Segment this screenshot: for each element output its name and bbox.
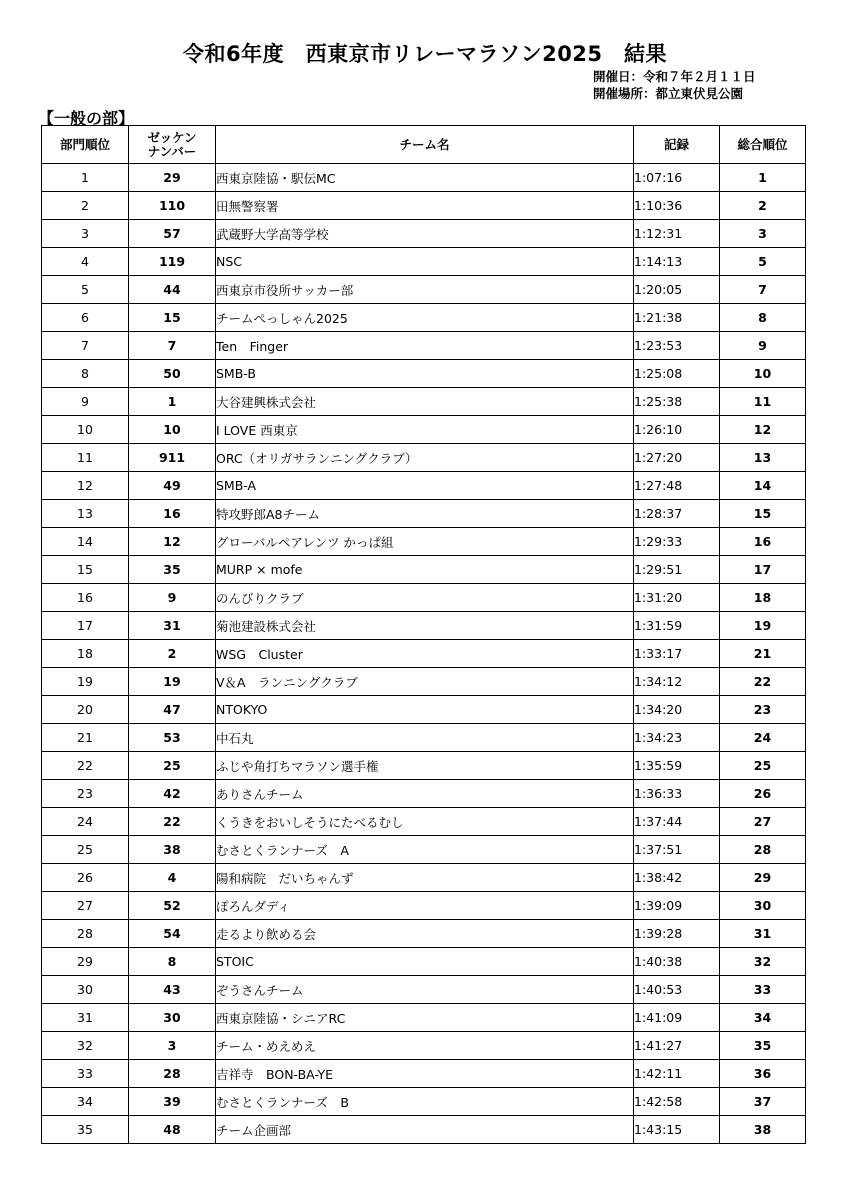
time-cell: 1:27:48 [634, 472, 720, 500]
bib-cell: 50 [129, 360, 216, 388]
table-row [42, 1088, 806, 1116]
overall-rank-cell: 3 [720, 220, 806, 248]
bib-cell: 53 [129, 724, 216, 752]
column-header-bib-line2: ナンバー [147, 143, 197, 159]
team-name-cell: 走るより飲める会 [216, 920, 634, 948]
overall-rank-cell: 14 [720, 472, 806, 500]
bib-cell: 44 [129, 276, 216, 304]
overall-rank-cell: 33 [720, 976, 806, 1004]
column-header-time: 記録 [634, 126, 720, 164]
rank-cell: 1 [42, 164, 129, 192]
column-header-bib-line1: ゼッケン [147, 129, 197, 145]
time-cell: 1:38:42 [634, 864, 720, 892]
time-cell: 1:40:53 [634, 976, 720, 1004]
overall-rank-cell: 19 [720, 612, 806, 640]
bib-cell: 57 [129, 220, 216, 248]
rank-cell: 10 [42, 416, 129, 444]
table-row [42, 836, 806, 864]
rank-cell: 29 [42, 948, 129, 976]
overall-rank-cell: 28 [720, 836, 806, 864]
team-name-cell: グローバルペアレンツ かっぱ組 [216, 528, 634, 556]
overall-rank-cell: 38 [720, 1116, 806, 1144]
table-row [42, 864, 806, 892]
rank-cell: 15 [42, 556, 129, 584]
table-row [42, 696, 806, 724]
overall-rank-cell: 36 [720, 1060, 806, 1088]
rank-cell: 25 [42, 836, 129, 864]
bib-cell: 48 [129, 1116, 216, 1144]
time-cell: 1:25:38 [634, 388, 720, 416]
table-row [42, 976, 806, 1004]
table-row [42, 304, 806, 332]
overall-rank-cell: 7 [720, 276, 806, 304]
rank-cell: 11 [42, 444, 129, 472]
section-heading: 【一般の部】 [38, 109, 135, 128]
rank-cell: 31 [42, 1004, 129, 1032]
rank-cell: 34 [42, 1088, 129, 1116]
team-name-cell: MURP × mofe [216, 556, 634, 584]
overall-rank-cell: 26 [720, 780, 806, 808]
overall-rank-cell: 22 [720, 668, 806, 696]
time-cell: 1:34:23 [634, 724, 720, 752]
overall-rank-cell: 8 [720, 304, 806, 332]
table-row [42, 808, 806, 836]
rank-cell: 33 [42, 1060, 129, 1088]
table-row [42, 276, 806, 304]
rank-cell: 5 [42, 276, 129, 304]
time-cell: 1:23:53 [634, 332, 720, 360]
rank-cell: 16 [42, 584, 129, 612]
table-row [42, 360, 806, 388]
time-cell: 1:41:09 [634, 1004, 720, 1032]
time-cell: 1:25:08 [634, 360, 720, 388]
rank-cell: 13 [42, 500, 129, 528]
time-cell: 1:34:20 [634, 696, 720, 724]
team-name-cell: むさとくランナーズ B [216, 1088, 634, 1116]
team-name-cell: NTOKYO [216, 696, 634, 724]
table-row [42, 164, 806, 192]
time-cell: 1:42:11 [634, 1060, 720, 1088]
time-cell: 1:43:15 [634, 1116, 720, 1144]
overall-rank-cell: 27 [720, 808, 806, 836]
team-name-cell: 西東京陸協・シニアRC [216, 1004, 634, 1032]
table-row [42, 948, 806, 976]
time-cell: 1:41:27 [634, 1032, 720, 1060]
bib-cell: 47 [129, 696, 216, 724]
table-row [42, 1060, 806, 1088]
overall-rank-cell: 16 [720, 528, 806, 556]
column-header-overall: 総合順位 [720, 126, 806, 164]
rank-cell: 20 [42, 696, 129, 724]
time-cell: 1:29:51 [634, 556, 720, 584]
team-name-cell: I LOVE 西東京 [216, 416, 634, 444]
event-info [593, 68, 756, 102]
overall-rank-cell: 24 [720, 724, 806, 752]
rank-cell: 35 [42, 1116, 129, 1144]
table-row [42, 1032, 806, 1060]
time-cell: 1:27:20 [634, 444, 720, 472]
event-date: 開催日：令和７年２月１１日 [593, 69, 756, 84]
bib-cell: 12 [129, 528, 216, 556]
bib-cell: 22 [129, 808, 216, 836]
team-name-cell: SMB-B [216, 360, 634, 388]
team-name-cell: ぽろんダディ [216, 892, 634, 920]
rank-cell: 18 [42, 640, 129, 668]
table-row [42, 500, 806, 528]
table-row [42, 472, 806, 500]
bib-cell: 16 [129, 500, 216, 528]
overall-rank-cell: 12 [720, 416, 806, 444]
event-venue: 開催場所：都立東伏見公園 [593, 86, 744, 101]
overall-rank-cell: 10 [720, 360, 806, 388]
overall-rank-cell: 18 [720, 584, 806, 612]
team-name-cell: ぞうさんチーム [216, 976, 634, 1004]
overall-rank-cell: 31 [720, 920, 806, 948]
table-row [42, 388, 806, 416]
team-name-cell: 中石丸 [216, 724, 634, 752]
team-name-cell: チーム企画部 [216, 1116, 634, 1144]
bib-cell: 2 [129, 640, 216, 668]
table-header-row [42, 126, 806, 164]
team-name-cell: チーム・めえめえ [216, 1032, 634, 1060]
overall-rank-cell: 29 [720, 864, 806, 892]
table-row [42, 248, 806, 276]
table-row [42, 724, 806, 752]
bib-cell: 110 [129, 192, 216, 220]
bib-cell: 1 [129, 388, 216, 416]
table-row [42, 640, 806, 668]
table-row [42, 668, 806, 696]
bib-cell: 25 [129, 752, 216, 780]
overall-rank-cell: 13 [720, 444, 806, 472]
rank-cell: 21 [42, 724, 129, 752]
team-name-cell: チームぺっしゃん2025 [216, 304, 634, 332]
bib-cell: 28 [129, 1060, 216, 1088]
team-name-cell: 武蔵野大学高等学校 [216, 220, 634, 248]
bib-cell: 8 [129, 948, 216, 976]
team-name-cell: 陽和病院 だいちゃんず [216, 864, 634, 892]
bib-cell: 4 [129, 864, 216, 892]
time-cell: 1:42:58 [634, 1088, 720, 1116]
rank-cell: 17 [42, 612, 129, 640]
column-header-rank: 部門順位 [42, 126, 129, 164]
table-row [42, 584, 806, 612]
page-title: 令和6年度 西東京市リレーマラソン2025 結果 [182, 42, 668, 66]
bib-cell: 3 [129, 1032, 216, 1060]
bib-cell: 49 [129, 472, 216, 500]
overall-rank-cell: 34 [720, 1004, 806, 1032]
rank-cell: 24 [42, 808, 129, 836]
team-name-cell: NSC [216, 248, 634, 276]
time-cell: 1:29:33 [634, 528, 720, 556]
bib-cell: 35 [129, 556, 216, 584]
results-table [41, 125, 806, 1144]
table-row [42, 416, 806, 444]
overall-rank-cell: 32 [720, 948, 806, 976]
bib-cell: 30 [129, 1004, 216, 1032]
bib-cell: 52 [129, 892, 216, 920]
rank-cell: 14 [42, 528, 129, 556]
bib-cell: 119 [129, 248, 216, 276]
table-row [42, 780, 806, 808]
overall-rank-cell: 35 [720, 1032, 806, 1060]
time-cell: 1:14:13 [634, 248, 720, 276]
overall-rank-cell: 5 [720, 248, 806, 276]
team-name-cell: 大谷建興株式会社 [216, 388, 634, 416]
bib-cell: 42 [129, 780, 216, 808]
time-cell: 1:10:36 [634, 192, 720, 220]
overall-rank-cell: 37 [720, 1088, 806, 1116]
team-name-cell: 菊池建設株式会社 [216, 612, 634, 640]
bib-cell: 54 [129, 920, 216, 948]
overall-rank-cell: 21 [720, 640, 806, 668]
overall-rank-cell: 1 [720, 164, 806, 192]
team-name-cell: WSG Cluster [216, 640, 634, 668]
bib-cell: 31 [129, 612, 216, 640]
team-name-cell: くうきをおいしそうにたべるむし [216, 808, 634, 836]
time-cell: 1:12:31 [634, 220, 720, 248]
team-name-cell: のんびりクラブ [216, 584, 634, 612]
overall-rank-cell: 17 [720, 556, 806, 584]
team-name-cell: STOIC [216, 948, 634, 976]
bib-cell: 9 [129, 584, 216, 612]
bib-cell: 29 [129, 164, 216, 192]
overall-rank-cell: 23 [720, 696, 806, 724]
time-cell: 1:21:38 [634, 304, 720, 332]
rank-cell: 3 [42, 220, 129, 248]
team-name-cell: ありさんチーム [216, 780, 634, 808]
results-body [42, 164, 806, 1144]
table-row [42, 612, 806, 640]
team-name-cell: Ten Finger [216, 332, 634, 360]
overall-rank-cell: 11 [720, 388, 806, 416]
team-name-cell: ORC（オリガサランニングクラブ） [216, 444, 634, 472]
column-header-team: チーム名 [216, 126, 634, 164]
time-cell: 1:34:12 [634, 668, 720, 696]
rank-cell: 32 [42, 1032, 129, 1060]
bib-cell: 10 [129, 416, 216, 444]
team-name-cell: 特攻野郎A8チーム [216, 500, 634, 528]
time-cell: 1:07:16 [634, 164, 720, 192]
team-name-cell: SMB-A [216, 472, 634, 500]
overall-rank-cell: 9 [720, 332, 806, 360]
time-cell: 1:39:28 [634, 920, 720, 948]
time-cell: 1:31:20 [634, 584, 720, 612]
rank-cell: 2 [42, 192, 129, 220]
rank-cell: 23 [42, 780, 129, 808]
team-name-cell: 田無警察署 [216, 192, 634, 220]
rank-cell: 4 [42, 248, 129, 276]
table-row [42, 556, 806, 584]
table-row [42, 1116, 806, 1144]
rank-cell: 26 [42, 864, 129, 892]
table-row [42, 192, 806, 220]
overall-rank-cell: 15 [720, 500, 806, 528]
bib-cell: 19 [129, 668, 216, 696]
bib-cell: 7 [129, 332, 216, 360]
bib-cell: 38 [129, 836, 216, 864]
time-cell: 1:20:05 [634, 276, 720, 304]
rank-cell: 27 [42, 892, 129, 920]
time-cell: 1:33:17 [634, 640, 720, 668]
team-name-cell: ふじや角打ちマラソン選手権 [216, 752, 634, 780]
rank-cell: 6 [42, 304, 129, 332]
bib-cell: 15 [129, 304, 216, 332]
team-name-cell: 西東京市役所サッカー部 [216, 276, 634, 304]
team-name-cell: 西東京陸協・駅伝MC [216, 164, 634, 192]
rank-cell: 19 [42, 668, 129, 696]
table-row [42, 920, 806, 948]
table-row [42, 752, 806, 780]
table-row [42, 528, 806, 556]
overall-rank-cell: 25 [720, 752, 806, 780]
time-cell: 1:37:51 [634, 836, 720, 864]
rank-cell: 30 [42, 976, 129, 1004]
time-cell: 1:26:10 [634, 416, 720, 444]
table-row [42, 332, 806, 360]
time-cell: 1:31:59 [634, 612, 720, 640]
time-cell: 1:35:59 [634, 752, 720, 780]
time-cell: 1:28:37 [634, 500, 720, 528]
bib-cell: 911 [129, 444, 216, 472]
time-cell: 1:39:09 [634, 892, 720, 920]
rank-cell: 7 [42, 332, 129, 360]
column-header-bib [129, 126, 216, 164]
time-cell: 1:37:44 [634, 808, 720, 836]
bib-cell: 43 [129, 976, 216, 1004]
time-cell: 1:40:38 [634, 948, 720, 976]
table-row [42, 220, 806, 248]
table-row [42, 892, 806, 920]
overall-rank-cell: 30 [720, 892, 806, 920]
rank-cell: 28 [42, 920, 129, 948]
rank-cell: 12 [42, 472, 129, 500]
table-row [42, 444, 806, 472]
overall-rank-cell: 2 [720, 192, 806, 220]
rank-cell: 8 [42, 360, 129, 388]
table-row [42, 1004, 806, 1032]
team-name-cell: むさとくランナーズ A [216, 836, 634, 864]
team-name-cell: 吉祥寺 BON-BA-YE [216, 1060, 634, 1088]
time-cell: 1:36:33 [634, 780, 720, 808]
team-name-cell: V＆A ランニングクラブ [216, 668, 634, 696]
bib-cell: 39 [129, 1088, 216, 1116]
rank-cell: 22 [42, 752, 129, 780]
rank-cell: 9 [42, 388, 129, 416]
